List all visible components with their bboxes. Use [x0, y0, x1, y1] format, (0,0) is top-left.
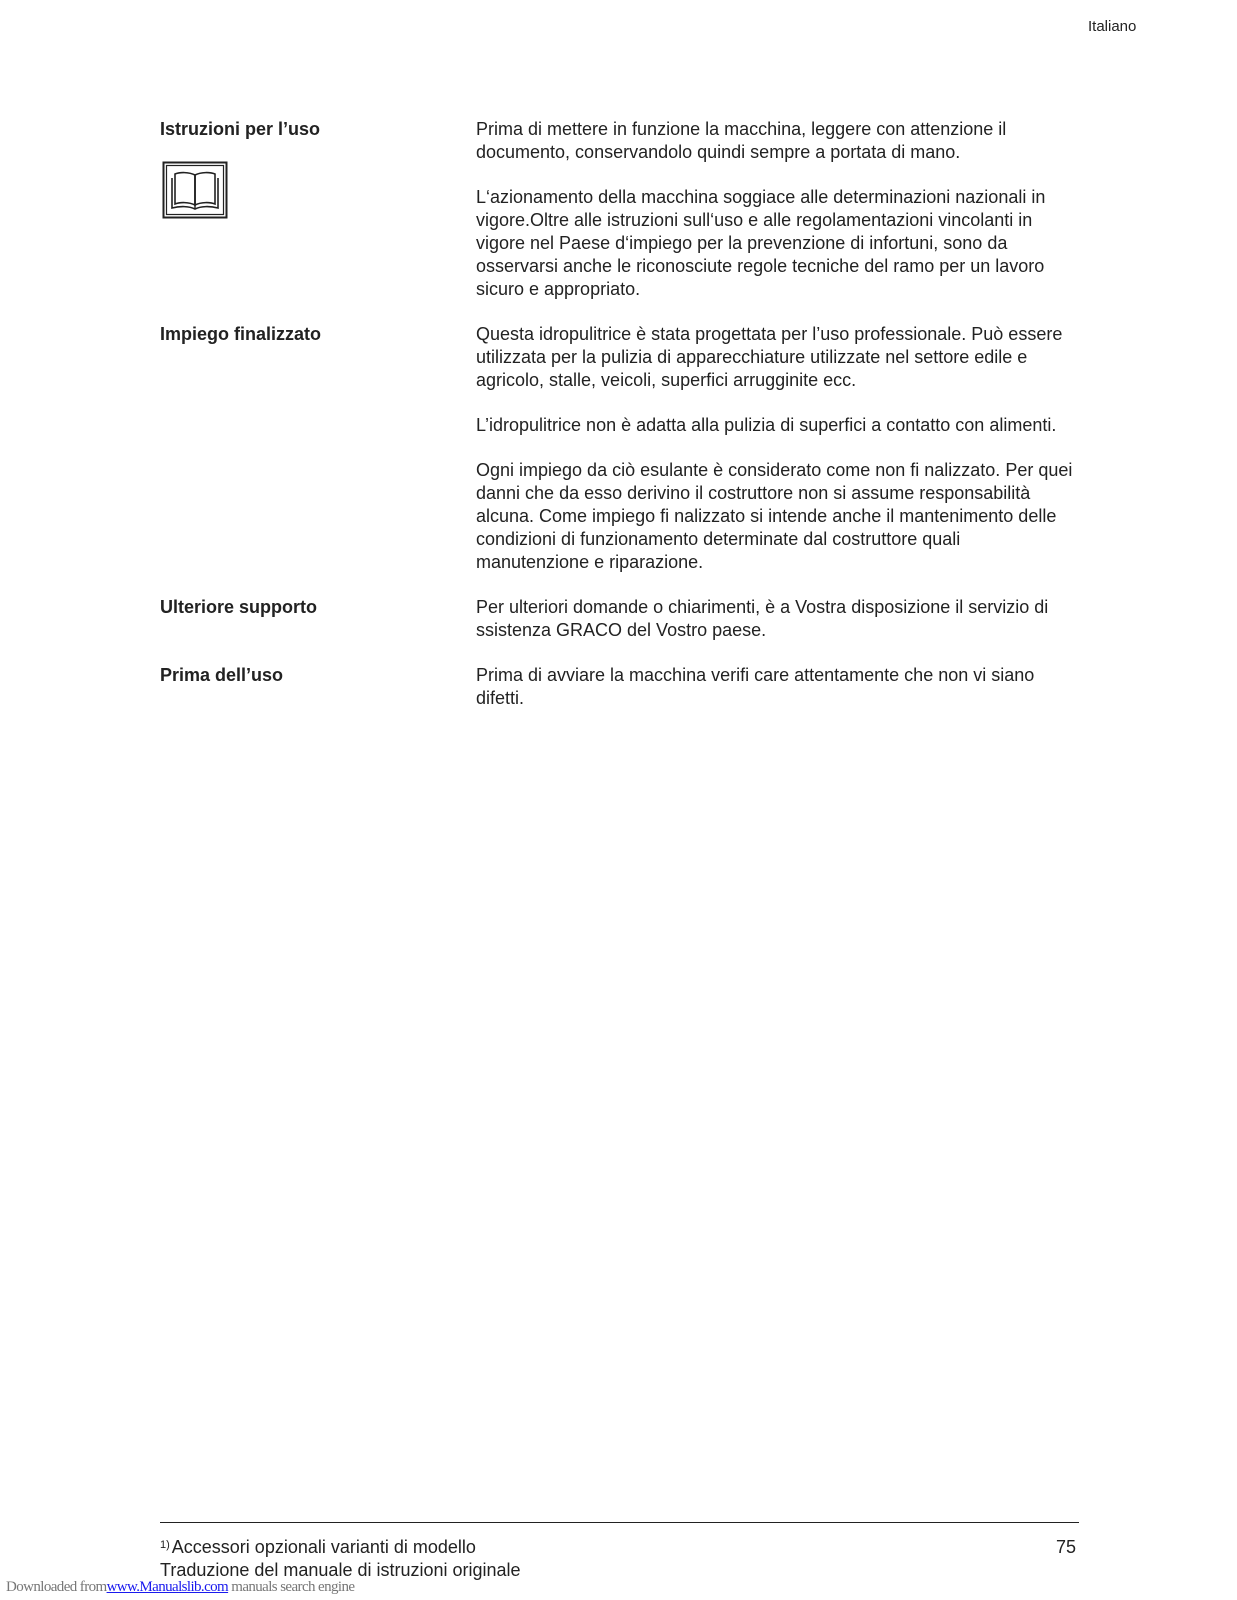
paragraph: Per ulteriori domande o chiarimenti, è a Vostra disposizione il servizio di ssistenza GRACO del Vostro paese. [476, 597, 1049, 640]
manualslib-link[interactable]: www.Manualslib.com [106, 1579, 229, 1595]
section-heading: Prima dell’uso [160, 665, 284, 685]
section-heading: Ulteriore supporto [160, 597, 318, 617]
paragraph: L‘azionamento della macchina soggiace alle determinazioni nazionali in vigore.Oltre alle istruzioni sull‘uso e alle regolamentazioni vincolanti in vigore nel Paese d‘impiego per la prevenzione di infortuni, sono da osservarsi anche le riconosciute regole tecniche del ramo per un lavoro sicuro e appropriato. [476, 187, 1046, 299]
download-suffix: manuals search engine [228, 1579, 355, 1595]
footer-divider [160, 1522, 1079, 1523]
paragraph: L’idropulitrice non è adatta alla pulizia di superfici a contatto con alimenti. [476, 415, 1057, 435]
section-instructions [160, 118, 1080, 301]
paragraph: Prima di avviare la macchina verifi care attentamente che non vi siano difetti. [476, 665, 1035, 708]
paragraph: Ogni impiego da ciò esulante è considerato come non fi nalizzato. Per quei danni che da esso derivino il costruttore non si assume responsabilità alcuna. Come impiego fi nalizzato si intende anche il mantenimento delle condizioni di funzionamento determinate dal costruttore quali manutenzione e riparazione. [476, 460, 1073, 572]
document-body [160, 118, 1080, 732]
section-further-support [160, 596, 1080, 642]
paragraph: Questa idropulitrice è stata progettata per l’uso professionale. Può essere utilizzata per la pulizia di apparecchiature utilizzate nel settore edile e agricolo, stalle, veicoli, superfici arrugginite ecc. [476, 324, 1063, 390]
footnote [160, 1536, 476, 1558]
section-heading: Istruzioni per l’uso [160, 119, 321, 139]
footnote-marker: 1) [160, 1539, 170, 1551]
paragraph: Prima di mettere in funzione la macchina, leggere con attenzione il documento, conservandolo quindi sempre a portata di mano. [476, 119, 1007, 162]
section-before-use [160, 664, 1080, 710]
language-label: Italiano [1088, 18, 1137, 35]
translation-note: Traduzione del manuale di istruzioni originale [160, 1560, 521, 1580]
manual-book-icon [162, 161, 228, 219]
section-heading: Impiego finalizzato [160, 324, 322, 344]
download-prefix: Downloaded from [6, 1579, 107, 1595]
footnote-text: Accessori opzionali varianti di modello [171, 1537, 476, 1557]
page-number: 75 [1056, 1537, 1077, 1557]
download-banner [6, 1577, 354, 1597]
section-intended-use [160, 323, 1080, 574]
